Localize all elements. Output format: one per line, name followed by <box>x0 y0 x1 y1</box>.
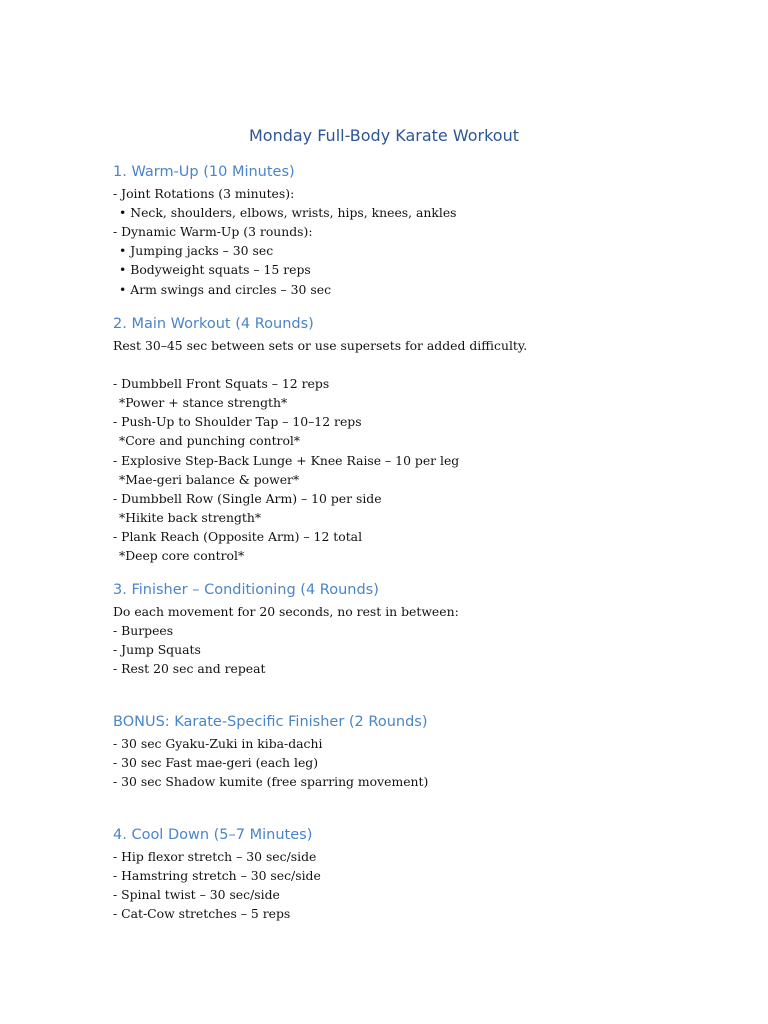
main-workout-intro: Rest 30–45 sec between sets or use supersets for added difficulty. <box>113 338 528 353</box>
exercise-note: *Hikite back strength* <box>119 510 262 525</box>
bonus-line: - 30 sec Shadow kumite (free sparring movement) <box>113 774 429 789</box>
exercise-note: *Mae-geri balance & power* <box>119 472 300 487</box>
warmup-bullet: • Jumping jacks – 30 sec <box>119 243 274 258</box>
warmup-bullet: • Bodyweight squats – 15 reps <box>119 262 311 277</box>
exercise-line: - Plank Reach (Opposite Arm) – 12 total <box>113 529 363 544</box>
cooldown-line: - Hip flexor stretch – 30 sec/side <box>113 849 317 864</box>
exercise-line: - Explosive Step-Back Lunge + Knee Raise – 10 per leg <box>113 453 460 468</box>
warmup-line: - Dynamic Warm-Up (3 rounds): <box>113 224 313 239</box>
cooldown-heading: 4. Cool Down (5–7 Minutes) <box>113 827 313 843</box>
exercise-note: *Power + stance strength* <box>119 395 288 410</box>
exercise-line: - Dumbbell Row (Single Arm) – 10 per side <box>113 491 382 506</box>
finisher-line: - Burpees <box>113 623 174 638</box>
bonus-line: - 30 sec Fast mae-geri (each leg) <box>113 755 319 770</box>
finisher-line: Do each movement for 20 seconds, no rest in between: <box>113 604 459 619</box>
document-title: Monday Full-Body Karate Workout <box>248 126 520 145</box>
exercise-note: *Core and punching control* <box>119 433 301 448</box>
cooldown-line: - Hamstring stretch – 30 sec/side <box>113 868 321 883</box>
finisher-line: - Rest 20 sec and repeat <box>113 661 266 676</box>
bonus-heading: BONUS: Karate-Specific Finisher (2 Rounds) <box>113 714 428 730</box>
exercise-note: *Deep core control* <box>119 548 245 563</box>
bonus-line: - 30 sec Gyaku-Zuki in kiba-dachi <box>113 736 323 751</box>
warmup-heading: 1. Warm-Up (10 Minutes) <box>113 164 295 180</box>
main-workout-heading: 2. Main Workout (4 Rounds) <box>113 316 314 332</box>
warmup-bullet: • Arm swings and circles – 30 sec <box>119 282 332 297</box>
cooldown-line: - Cat-Cow stretches – 5 reps <box>113 906 291 921</box>
cooldown-line: - Spinal twist – 30 sec/side <box>113 887 280 902</box>
warmup-line: - Joint Rotations (3 minutes): <box>113 186 295 201</box>
finisher-heading: 3. Finisher – Conditioning (4 Rounds) <box>113 582 379 598</box>
finisher-line: - Jump Squats <box>113 642 201 657</box>
warmup-bullet: • Neck, shoulders, elbows, wrists, hips, knees, ankles <box>119 205 457 220</box>
exercise-line: - Dumbbell Front Squats – 12 reps <box>113 376 330 391</box>
exercise-line: - Push-Up to Shoulder Tap – 10–12 reps <box>113 414 362 429</box>
